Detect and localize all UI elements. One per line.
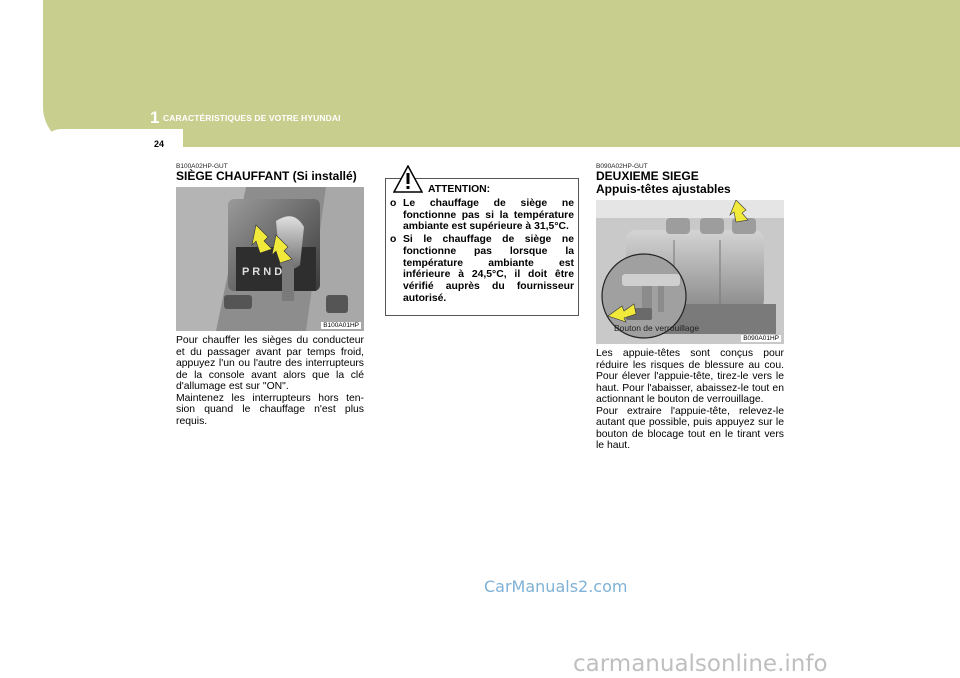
watermark-link[interactable]: CarManuals2.com	[484, 577, 628, 596]
headrest-section	[596, 163, 784, 452]
bullet: o	[390, 198, 397, 209]
attention-item-text: Si le chauffage de siège ne fonctionne pas lorsque la température ambiante est inférieure à 24,5°C, il doit être vérifié auprès du fournisseur autorisé.	[403, 234, 574, 304]
image-label: B090A01HP	[743, 335, 779, 342]
heated-seat-section	[176, 163, 364, 427]
watermark-text: carmanualsonline.info	[573, 651, 828, 677]
bullet: o	[390, 234, 397, 246]
attention-item	[390, 198, 574, 233]
attention-title: ATTENTION:	[428, 184, 491, 195]
section-code: B100A02HP-GUT	[176, 163, 228, 170]
chapter-title: CARACTÉRISTIQUES DE VOTRE HYUNDAI	[163, 113, 341, 123]
gear-console-photo	[176, 187, 364, 331]
warning-triangle-icon	[393, 165, 423, 193]
chapter-number: 1	[150, 108, 160, 127]
section-code: B090A02HP-GUT	[596, 163, 648, 170]
body-text: Pour chauffer les sièges du conducteur et du passager avant par temps froid, appuyez l'un ou l'autre des interrupteurs de la console avant alors que la clé d'allumage est sur "ON". Maintenez les interrupteurs hors ten-sion quand le chauffage n'est plus requis.	[176, 335, 364, 427]
rear-seat-photo	[596, 200, 784, 344]
section-subtitle: Appuis-têtes ajustables	[596, 182, 731, 196]
header-band	[43, 0, 960, 147]
section-title: SIÈGE CHAUFFANT (Si installé)	[176, 169, 357, 183]
attention-list	[390, 198, 574, 305]
body-text: Les appuie-têtes sont conçus pour réduire les risques de blessure au cou. Pour élever l'appuie-tête, tirez-le vers le haut. Pour l'abaisser, abaissez-le tout en actionnant le bouton de verrouillage. Pour extraire l'appuie-tête, relevez-le autant que possible, puis appuyez sur le bouton de blocage tout en le tirant vers le haut.	[596, 348, 784, 451]
image-label: B100A01HP	[323, 322, 359, 329]
attention-item	[390, 234, 574, 304]
attention-item-text: Le chauffage de siège ne fonctionne pas si la température ambiante est supérieure à 31,5°C.	[403, 198, 574, 233]
section-title: DEUXIEME SIEGE	[596, 169, 699, 183]
callout-label: Bouton de verrouillage	[614, 323, 700, 333]
svg-text:P R N D: P R N D	[242, 266, 283, 278]
page-number: 24	[154, 139, 165, 149]
gear-console-illustration	[176, 187, 364, 331]
